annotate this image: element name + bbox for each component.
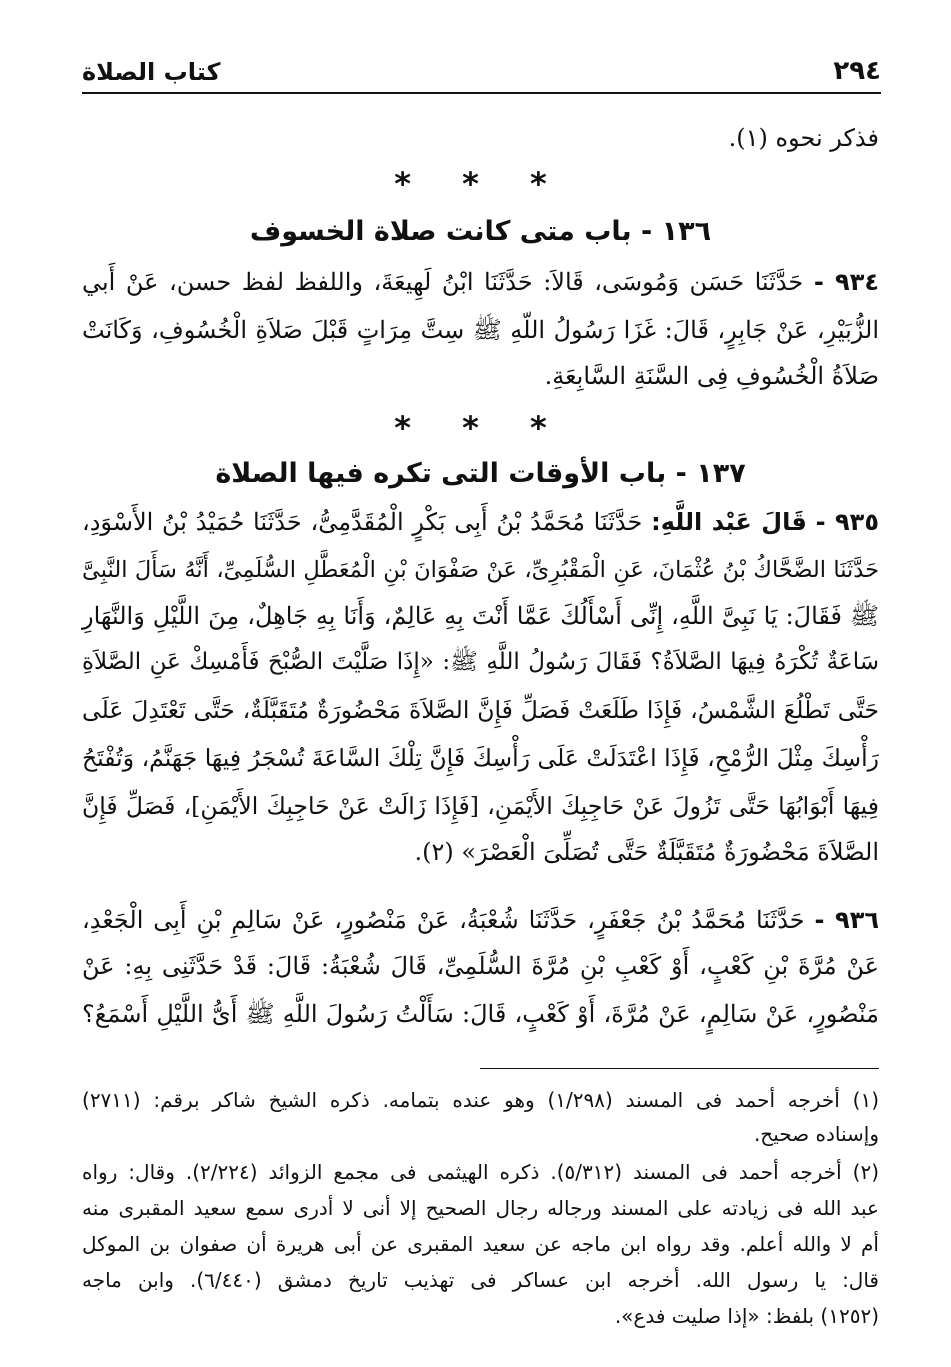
hadith-934-line-3: صَلاَةُ الْخُسُوفِ فِى السَّنَةِ السَّابِعَةِ. [544, 362, 879, 390]
page-header [82, 52, 881, 94]
hadith-936-line-3: مَنْصُورٍ، عَنْ سَالِمٍ، عَنْ مُرَّةَ، أَوْ كَعْبٍ، قَالَ: سَأَلْتُ رَسُولَ اللَّهِ ﷺ أَىُّ اللَّيْلِ أَسْمَعُ؟ [82, 1000, 879, 1028]
footnote-2-line-1: (٢) أخرجه أحمد فى المسند (٥/٣١٢). ذكره الهيثمى فى مجمع الزوائد (٢/٢٢٤). وقال: رواه [82, 1160, 880, 1184]
hadith-935-line-8: الصَّلاَةَ مَحْضُورَةٌ مُتَقَبَّلَةٌ حَتَّى تُصَلِّىَ الْعَصْرَ» (٢). [414, 838, 879, 866]
footnote-1-line-1: (١) أخرجه أحمد فى المسند (١/٢٩٨) وهو عنده بتمامه. ذكره الشيخ شاكر برقم: (٢٧١١) [82, 1088, 880, 1112]
footnote-2-line-2: عبد الله فى زيادته على المسند ورجاله رجال الصحيح إلا أنى لا أدرى سمع سعيد المقبرى منه [82, 1196, 879, 1220]
hadith-935-line-1 [82, 502, 879, 542]
hadith-number: ٩٣٥ - [815, 508, 879, 536]
intro-line: فذكر نحوه (١). [728, 124, 879, 152]
separator-stars-2: * * * [394, 409, 567, 447]
hadith-935-line-6: رَأْسِكَ مِثْلَ الرُّمْحِ، فَإِذَا اعْتَدَلَتْ عَلَى رَأْسِكَ فَإِنَّ تِلْكَ السَّاعَةَ تُسْجَرُ فِيهَا جَهَنَّمُ، وَتُفْتَحُ [82, 744, 879, 772]
hadith-934-line-2: الزُّبَيْرِ، عَنْ جَابِرٍ، قَالَ: غَزَا رَسُولُ اللّهِ ﷺ سِتَّ مِرَاتٍ قَبْلَ صَلاَةِ الْخُسُوفِ، وَكَانَتْ [82, 316, 879, 344]
footnote-2-line-5: (١٢٥٢) بلفظ: «إذا صليت فدع». [614, 1304, 879, 1328]
hadith-936-line-1 [82, 900, 879, 940]
page-number: ٢٩٤ [833, 56, 881, 86]
footnote-divider [480, 1068, 879, 1069]
hadith-935-line-3: ﷺ فَقَالَ: يَا نَبِىَّ اللَّهِ، إِنِّى أَسْأَلُكَ عَمَّا أَنْتَ بِهِ عَالِمٌ، وَأَنَا بِهِ جَاهِلٌ، مِنَ اللَّيْلِ وَالنَّهَارِ [82, 602, 879, 630]
footnote-2-line-4: قال: يا رسول الله. أخرجه ابن عساكر فى تهذيب تاريخ دمشق (٦/٤٤٠). وابن ماجه [82, 1268, 879, 1292]
hadith-935-line-5: حَتَّى تَطْلُعَ الشَّمْسُ، فَإِذَا طَلَعَتْ فَصَلِّ فَإِنَّ الصَّلاَةَ مَحْضُورَةٌ مُتَقَبَّلَةٌ، حَتَّى تَعْتَدِلَ عَلَى [82, 696, 879, 724]
footnote-1-line-2: وإسناده صحيح. [753, 1122, 879, 1146]
hadith-935-line-4: سَاعَةٌ تُكْرَهُ فِيهَا الصَّلاَةُ؟ فَقَالَ رَسُولُ اللَّهِ ﷺ: «إِذَا صَلَّيْتَ الصُّبْحَ فَأَمْسِكْ عَنِ الصَّلاَةِ [82, 649, 879, 675]
footnote-2-line-3: أم لا والله أعلم. وقد رواه ابن ماجه عن سعيد المقبرى عن أبى هريرة أن صفوان بن الموكل [82, 1232, 879, 1256]
hadith-text: حَدَّثَنَا مُحَمَّدُ بْنُ أَبِى بَكْرٍ الْمُقَدَّمِىُّ، حَدَّثَنَا حُمَيْدُ بْنُ الأَسْوَدِ، [82, 508, 643, 536]
chapter-title-136: ١٣٦ - باب متى كانت صلاة الخسوف [249, 216, 712, 247]
hadith-number: ٩٣٤ - [813, 268, 879, 296]
hadith-934-line-1 [82, 262, 879, 302]
hadith-935-line-7: فِيهَا أَبْوَابُهَا حَتَّى تَزُولَ عَنْ حَاجِبِكَ الأَيْمَنِ، [فَإِذَا زَالَتْ عَنْ حَاجِبِكَ الأَيْمَنِ]، فَصَلِّ فَإِنَّ [82, 792, 879, 820]
hadith-text: حَدَّثَنَا مُحَمَّدُ بْنُ جَعْفَرٍ، حَدَّثَنَا شُعْبَةُ، عَنْ مَنْصُورٍ، عَنْ سَالِمِ بْنِ أَبِى الْجَعْدِ، [82, 906, 805, 934]
book-title: كتاب الصلاة [82, 58, 221, 86]
hadith-text: حَدَّثَنَا حَسَن وَمُوسَى، قَالاَ: حَدَّثَنَا ابْنُ لَهِيعَةَ، واللفظ لفظ حسن، عَنْ أَبي [82, 268, 804, 296]
hadith-lead: قَالَ عَبْد اللَّهِ: [651, 508, 807, 536]
chapter-title-137: ١٣٧ - باب الأوقات التى تكره فيها الصلاة [215, 458, 746, 489]
hadith-935-line-2: حَدَّثَنَا الضَّحَّاكُ بْنُ عُثْمَانَ، عَنِ الْمَقْبُرِىِّ، عَنْ صَفْوَانَ بْنِ الْمُعَطَّلِ السُّلَمِىِّ، أَنَّهُ سَأَلَ النَّبِىَّ [82, 557, 879, 583]
hadith-936-line-2: عَنْ مُرَّةَ بْنِ كَعْبٍ، أَوْ كَعْبِ بْنِ مُرَّةَ السُّلَمِىِّ، قَالَ شُعْبَةُ: قَالَ: قَدْ حَدَّثَنِى بِهِ: عَنْ [82, 952, 880, 980]
hadith-number: ٩٣٦ - [814, 906, 879, 934]
separator-stars: * * * [394, 165, 567, 203]
